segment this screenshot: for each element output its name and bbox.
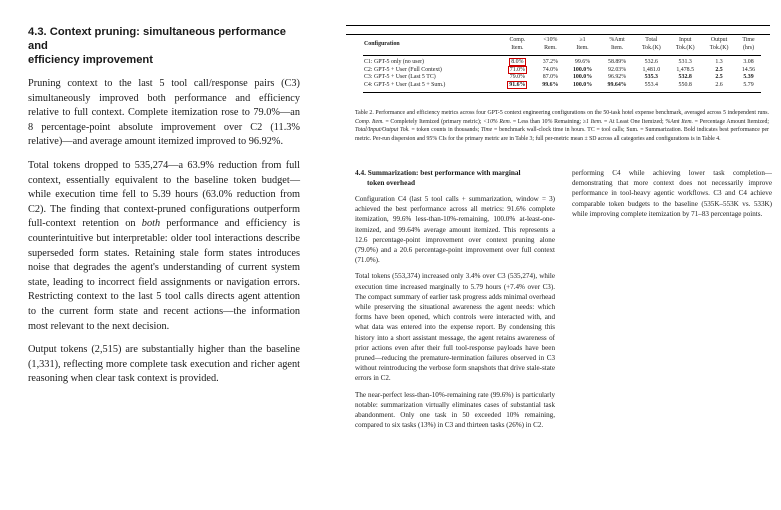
caption-term: Time	[480, 127, 493, 134]
caption-text: = benchmark wall-clock time in hours. TC = tool calls; Sum. = Summarization. Bold indicates best performance per metric. Per-run dispersion and 95% CIs for the primary metric are in Table 3; full per-metric mean ± SD across all categories and configurations is in Table	[355, 127, 769, 142]
cell-rem: 74.0%	[542, 66, 558, 73]
header-line: (hrs)	[742, 44, 755, 51]
section-title-line2: efficiency improvement	[28, 54, 153, 66]
cell-input: 1,478.5	[676, 66, 695, 73]
caption-term: Total/Input/Output Tok.	[355, 127, 410, 134]
header-line: %Amt	[609, 37, 625, 43]
cell-input: 531.3	[678, 59, 692, 66]
header-line: Input	[678, 37, 692, 43]
table-row	[363, 82, 761, 92]
cell-config: C2: GPT-5 + User (Full Context)	[364, 66, 442, 73]
header-line: ≥1	[579, 37, 586, 43]
cell-output: 2.5	[715, 66, 723, 73]
cell-amt: 92.03%	[608, 66, 627, 73]
cell-comp	[499, 82, 535, 92]
right-column-2	[572, 168, 772, 225]
caption-text: Table 2. Performance and efficiency metrics across four GPT-5 context engineering configurations on the 50-task hotel expense benchmark, averaged across 5 independent runs.	[355, 110, 769, 116]
cell-input: 550.8	[668, 82, 702, 92]
table-header-row	[363, 37, 761, 56]
paragraph-text: performance and efficiency is counterintuitive but interpretable: older tool interactions describe superseded form states. Retaining stale form states introduces noise that degrades the agent's understanding of current system state, leading to incorrect field assignments or navigation errors. Restricting context to the last 5 tool calls directs agent attention to the current form state and recent actions—the information most relevant to the next decision.	[28, 218, 300, 332]
cell-output: 2.6	[702, 82, 736, 92]
paragraph-output-tokens: Output tokens (2,515) are substantially higher than the baseline (1,331), reflecting more complete task execution and richer agent reasoning when clear task context is provided.	[28, 344, 300, 385]
cell-ge1: 100.0%	[572, 66, 593, 73]
cell-time: 3.08	[743, 59, 754, 66]
caption-term: <10% Rem.	[483, 118, 512, 125]
top-rule	[346, 25, 770, 26]
highlight-box: 8.0%	[511, 59, 524, 66]
paragraph-c4-performance: Configuration C4 (last 5 tool calls + summarization, window = 3) achieved the best performance across all metrics: 91.6% complete itemization, 99.6% less-than-10%-remaining, 100.0% at-least-one-itemized, and 99.64% average amount itemized. This represents a 12.6 percentage-point improvement over context pruning alone (79.0%) and a 20.6 percentage-point improvement over full context (71.0%).	[355, 195, 555, 265]
right-page	[343, 0, 781, 510]
caption-term: Comp. Item.	[355, 118, 384, 125]
left-page-column	[28, 25, 300, 396]
header-ge1-item	[565, 37, 600, 56]
cell-rem: 99.6%	[536, 82, 566, 92]
cell-config: C1: GPT-5 only (no user)	[364, 59, 424, 66]
cell-ge1: 100.0%	[565, 82, 600, 92]
header-line: Rem.	[544, 44, 557, 51]
emphasis-both: both	[141, 218, 161, 230]
section-title-line1: 4.3. Context pruning: simultaneous performance and	[28, 26, 286, 52]
header-line: Total	[645, 37, 658, 43]
cell-rem: 37.2%	[542, 59, 558, 66]
caption-text: = At Least One Itemized;	[602, 118, 666, 125]
results-table	[363, 37, 761, 93]
header-line: Item.	[511, 44, 524, 51]
caption-text: = Completely Itemized (primary metric);	[383, 118, 484, 125]
paragraph-continued: performing C4 while achieving lower task completion—demonstrating that more context does not necessarily improve performance in tool-heavy agentic workflows. C3 and C4 achieve comparable token budgets to the baseline (535K–553K vs. 533K) while improving complete itemization by 71–83 percentage points.	[572, 169, 772, 218]
table-top-rule	[346, 34, 770, 35]
header-time	[736, 37, 761, 56]
highlight-box: 71.0%	[509, 66, 525, 73]
paragraph-text: Total tokens dropped to 535,274—a 63.9% reduction from full context, essentially equivalent to the baseline token budget—while execution time fell to 5.39 hours (63.0% reduction from C2). The finding that context-pruned configurations outperform full-context retention on	[28, 159, 300, 230]
header-comp-item	[499, 37, 535, 56]
caption-term: %Amt Item.	[665, 118, 693, 125]
cell-comp	[499, 67, 535, 75]
right-column-1	[355, 168, 555, 436]
paragraph-c4-tokens: Total tokens (553,374) increased only 3.4% over C3 (535,274), while execution time increased marginally to 5.79 hours (+7.4% over C3). The compact summary of earlier task progress adds minimal overhead while preserving the situational awareness the agent needs: which forms have been opened, which controls were interacted with, and what data was entered into the expense report. By condensing this history into a short assistant message, the agent retains awareness of prior actions even after their full tool-response payloads have been pruned—reducing the premature-termination failures observed in C3 without reintroducing the verbose form snapshots that drive stale-state errors in C2.	[355, 272, 555, 383]
table-row	[363, 74, 761, 82]
caption-text: = Percentage Amount Itemized;	[692, 118, 770, 125]
subsection-title-line2: token overhead	[367, 178, 416, 187]
cell-rem: 87.0%	[542, 74, 558, 81]
highlight-box: 91.6%	[509, 81, 526, 88]
cell-total: 532.6	[644, 59, 658, 66]
cell-amt: 58.89%	[608, 59, 627, 66]
header-line: Item.	[610, 44, 624, 51]
subsection-title	[355, 168, 555, 188]
header-amt-item	[600, 37, 635, 56]
header-line: Tok.(K)	[675, 44, 695, 51]
cell-config: C3: GPT-5 + User (Last 5 TC)	[364, 74, 436, 81]
paragraph-c4-remaining: The near-perfect less-than-10%-remaining rate (99.6%) is particularly notable: summarization virtually eliminates cases of substantial task abandonment. Only one task in 50 exceeded 10% remaining, compared to six tasks (13%) in C3 and thirteen tasks (26%) in C2.	[355, 390, 555, 430]
header-line: Time	[742, 37, 755, 43]
header-total-tok	[634, 37, 668, 56]
header-output-tok	[702, 37, 736, 56]
header-line: Output	[710, 37, 728, 43]
caption-text: = Less than 10% Remaining;	[511, 118, 583, 125]
header-line: Tok.(K)	[641, 44, 661, 51]
cell-comp: 79.0%	[509, 74, 525, 81]
header-configuration: Configuration	[363, 37, 499, 56]
cell-time: 14.56	[741, 66, 756, 73]
paragraph-total-tokens	[28, 159, 300, 334]
cell-time: 5.79	[736, 82, 761, 92]
header-input-tok	[668, 37, 702, 56]
cell-total: 535.3	[644, 74, 658, 81]
cell-ge1: 99.6%	[574, 59, 591, 66]
cell-ge1: 100.0%	[572, 74, 593, 81]
table-row	[363, 56, 761, 67]
caption-text: = token counts in thousands;	[409, 127, 481, 134]
table-caption	[355, 109, 769, 143]
header-line: <10%	[543, 37, 558, 43]
header-line: Comp.	[509, 37, 526, 43]
cell-output: 2.5	[715, 74, 723, 81]
header-line: Tok.(K)	[709, 44, 729, 51]
paragraph-context-pruning: Pruning context to the last 5 tool call/response pairs (C3) simultaneously improved both performance and efficiency relative to full context. Complete itemization rose to 79.0%—an 8 percentage-point absolute improvement over C2 (11.3% relative)—and average amount itemized improved to 96.92%.	[28, 78, 300, 148]
caption-text: .	[719, 135, 721, 142]
cell-time: 5.39	[743, 74, 754, 81]
header-lt10-rem	[536, 37, 566, 56]
caption-term: ≥1 Item.	[582, 118, 603, 125]
caption-table-link[interactable]: 4	[716, 135, 720, 142]
cell-total: 553.4	[634, 82, 668, 92]
cell-input: 532.8	[678, 74, 692, 81]
header-line: Item.	[576, 44, 589, 51]
cell-amt: 96.92%	[608, 74, 627, 81]
cell-output: 1.3	[715, 59, 723, 66]
cell-amt: 99.64%	[600, 82, 635, 92]
cell-config: C4: GPT-5 + User (Last 5 + Sum.)	[363, 82, 499, 92]
section-title	[28, 25, 300, 67]
subsection-title-line1: 4.4. Summarization: best performance with marginal	[355, 168, 521, 177]
cell-total: 1,481.0	[642, 66, 661, 73]
